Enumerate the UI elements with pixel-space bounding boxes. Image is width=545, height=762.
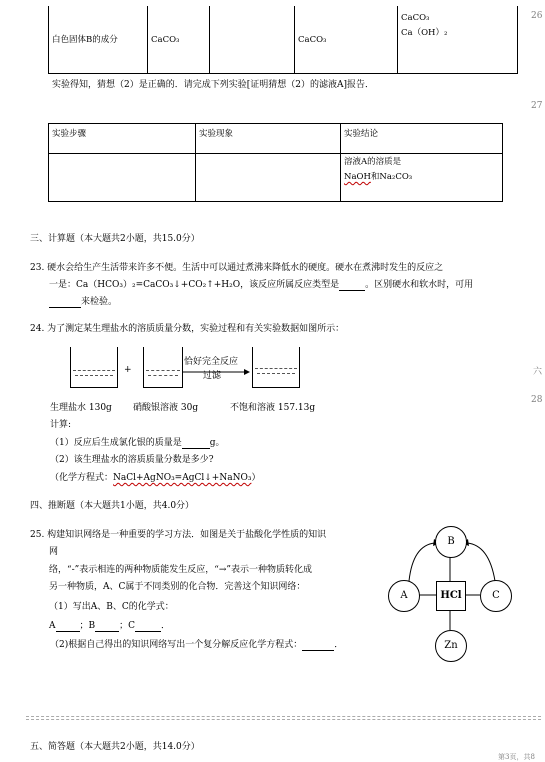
q23-text	[49, 279, 473, 291]
answer-blank[interactable]	[302, 641, 334, 651]
q24-text-part: ）	[251, 473, 261, 483]
cell-line: Ca（OH）₂	[401, 28, 448, 38]
section-heading: 四、推断题（本大题共1小题，共4.0分）	[30, 501, 195, 511]
q25-text-part: ．	[334, 640, 344, 650]
table-cell	[49, 154, 196, 202]
table-cell: CaCO₃	[295, 6, 398, 74]
node-zn: Zn	[435, 630, 467, 662]
q25-text-part: A	[49, 621, 56, 631]
na2co3-text: Na₂CO₃	[379, 172, 413, 182]
cell-line: CaCO₃	[401, 13, 430, 23]
beaker-saline-icon	[70, 347, 118, 388]
q25-text-part: （2)根据自己得出的知识网络写出一个复分解反应化学方程式：	[50, 640, 303, 650]
answer-blank-a[interactable]	[56, 622, 80, 632]
results-table	[48, 6, 518, 74]
experiment-instruction: 实验得知，猜想（2）是正确的．请完成下列实验[证明猜想（2）的滤液A]报告．	[52, 80, 374, 90]
table-row-label: 白色固体B的成分	[49, 6, 148, 74]
table-header: 实验结论	[341, 124, 503, 154]
q25-text-part: ；C	[119, 621, 136, 631]
naoh-text: NaOH	[344, 172, 371, 182]
q25-text: 另一种物质，A、C属于不同类别的化合物．完善这个知识网络：	[49, 582, 306, 592]
answer-blank-b[interactable]	[95, 622, 119, 632]
q25-answers	[49, 620, 170, 632]
page-footer: 第3页，共8	[498, 753, 535, 761]
answer-blank[interactable]	[339, 281, 365, 291]
q24-text: 24. 为了测定某生理盐水的溶质质量分数，实验过程和有关实验数据如图所示：	[30, 324, 345, 334]
node-hcl: HCl	[436, 581, 466, 611]
arrow-label-top: 恰好完全反应	[184, 357, 239, 367]
q24-sub1	[50, 437, 225, 449]
arrow-label-bottom: 过滤	[203, 371, 222, 381]
label-solution: 不饱和溶液 157.13g	[230, 403, 316, 413]
q25-sub2	[50, 639, 343, 651]
and-text: 和	[370, 172, 380, 182]
q25-text-part: ．	[161, 621, 171, 631]
section-heading: 三、计算题（本大题共2小题，共15.0分）	[30, 234, 200, 244]
table-cell	[210, 6, 295, 74]
q25-text: 网	[49, 547, 59, 557]
q25-text: 25. 构建知识网络是一种重要的学习方法．如图是关于盐酸化学性质的知识	[30, 530, 327, 540]
liquid-level	[146, 370, 180, 385]
experiment-report-table	[48, 123, 503, 202]
node-c: C	[480, 580, 512, 612]
answer-blank-c[interactable]	[135, 622, 161, 632]
q24-formula	[50, 472, 260, 484]
section-heading: 五、简答题（本大题共2小题，共14.0分）	[30, 742, 200, 752]
chemical-equation: NaCl+AgNO₃=AgCl↓+NaNO₃	[113, 473, 252, 483]
liquid-level	[73, 370, 115, 385]
q24-text-part: g。	[209, 438, 225, 448]
margin-chapter-six: 六	[533, 367, 543, 377]
table-header: 实验步骤	[49, 124, 196, 154]
margin-number-26: 26	[531, 11, 543, 21]
conclusion-line	[344, 168, 499, 183]
table-cell: CaCO₃	[148, 6, 210, 74]
q24-sub2: （2）该生理盐水的溶质质量分数是多少?	[50, 455, 214, 465]
node-b: B	[435, 526, 467, 558]
label-saline: 生理盐水 130g	[50, 403, 112, 413]
q24-text-part: （化学方程式：	[50, 473, 114, 483]
answer-blank[interactable]	[49, 298, 81, 308]
page-separator	[26, 719, 541, 720]
table-cell	[398, 6, 518, 74]
conclusion-line: 溶液A的溶质是	[344, 157, 402, 167]
node-a: A	[388, 580, 420, 612]
table-cell	[196, 154, 341, 202]
answer-blank[interactable]	[182, 439, 210, 449]
margin-number-27: 27	[531, 101, 543, 111]
beaker-silver-nitrate-icon	[143, 347, 183, 388]
q25-text: 络，“-”表示相连的两种物质能发生反应，“→”表示一种物质转化成	[49, 565, 312, 575]
page-separator	[26, 716, 541, 717]
calc-label: 计算:	[50, 420, 72, 430]
q25-text-part: ；B	[79, 621, 96, 631]
plus-sign: +	[124, 365, 132, 375]
q24-text-part: （1）反应后生成氯化银的质量是	[50, 438, 182, 448]
q23-text-part: 。区别硬水和软水时，可用	[365, 280, 474, 290]
q23-text-part: 一是：Ca（HCO₃）₂=CaCO₃↓+CO₂↑+H₂O，该反应所属反应类型是	[49, 280, 340, 290]
label-silver-nitrate: 硝酸银溶液 30g	[133, 403, 199, 413]
q25-text: （1）写出A、B、C的化学式：	[49, 602, 174, 612]
q23-text: 23. 硬水会给生产生活带来许多不便。生活中可以通过煮沸来降低水的硬度。硬水在煮沸时发生的反应之	[30, 263, 444, 273]
liquid-level	[255, 368, 297, 385]
q23-text	[49, 296, 117, 308]
beaker-solution-icon	[252, 347, 300, 388]
table-cell	[341, 154, 503, 202]
table-header: 实验现象	[196, 124, 341, 154]
margin-number-28: 28	[531, 395, 543, 405]
q23-text-part: 来检验。	[81, 297, 118, 307]
